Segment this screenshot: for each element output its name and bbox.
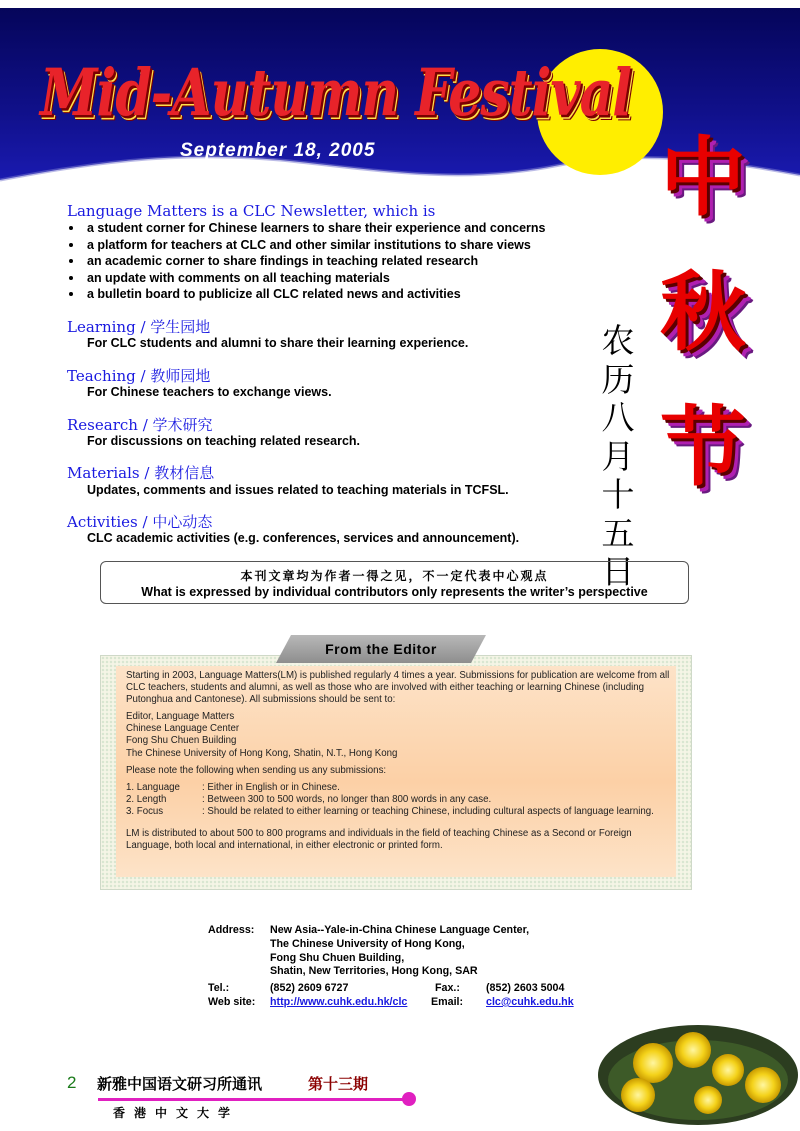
festival-date: September 18, 2005 — [180, 140, 376, 161]
requirement-row — [126, 806, 674, 818]
requirement-key: 3. Focus — [126, 805, 164, 817]
requirement-key: 1. Language — [126, 781, 180, 793]
chrysanthemum-image — [598, 1025, 798, 1125]
intro-heading: Language Matters is a CLC Newsletter, which is — [67, 202, 436, 220]
address-line: Fong Shu Chuen Building, — [270, 951, 405, 964]
section-desc-research: For discussions on teaching related research. — [87, 434, 361, 448]
list-item: an academic corner to share findings in teaching related research — [67, 253, 546, 270]
list-item: an update with comments on all teaching materials — [67, 270, 546, 287]
page-number: 2 — [67, 1073, 77, 1092]
list-item: a platform for teachers at CLC and other similar institutions to share views — [67, 237, 546, 254]
editor-intro: Starting in 2003, Language Matters(LM) is published regularly 4 times a year. Submissions for publication are welcome from all CLC teachers, students and alumni, as well as those who are involved with either teaching or learning Chinese (including Putonghua and Cantonese). All submissions should be sent to: — [126, 670, 670, 706]
email-label: Email: — [431, 995, 464, 1008]
newsletter-name: 新雅中国语文研习所通讯 — [97, 1075, 263, 1093]
web-label: Web site: — [208, 995, 256, 1008]
requirement-value: : Between 300 to 500 words, no longer than 800 words in any case. — [202, 793, 492, 805]
address-line: Shatin, New Territories, Hong Kong, SAR — [270, 965, 478, 978]
requirement-value: : Should be related to either learning or teaching Chinese, including cultural aspects of language learning. — [202, 805, 654, 817]
footer-dot-icon — [402, 1092, 416, 1106]
intro-bullet-list — [67, 220, 546, 303]
requirement-row — [126, 782, 674, 794]
tel-label: Tel.: — [208, 982, 230, 995]
lunar-char: 农 — [601, 321, 635, 360]
requirement-row — [126, 794, 674, 806]
footer-divider — [98, 1098, 403, 1101]
section-desc-materials: Updates, comments and issues related to teaching materials in TCFSL. — [87, 483, 509, 497]
section-desc-teaching: For Chinese teachers to exchange views. — [87, 385, 332, 399]
tel-value: (852) 2609 6727 — [270, 982, 349, 995]
editor-address-line: The Chinese University of Hong Kong, Shatin, N.T., Hong Kong — [126, 747, 398, 759]
section-heading-activities: Activities / 中心动态 — [67, 513, 213, 531]
disclaimer-chinese: 本刊文章均为作者一得之见，不一定代表中心观点 — [240, 569, 549, 583]
festival-title: Mid-Autumn Festival — [40, 55, 632, 132]
requirement-value: : Either in English or in Chinese. — [202, 781, 340, 793]
lunar-char: 日 — [601, 552, 635, 591]
address-line: New Asia--Yale-in-China Chinese Language Center, — [270, 924, 530, 936]
address-label: Address: — [208, 924, 255, 936]
editor-note: Please note the following when sending us any submissions: — [126, 764, 387, 776]
editor-tab-label: From the Editor — [325, 641, 437, 657]
editor-address-line: Chinese Language Center — [126, 723, 240, 735]
lunar-char: 月 — [601, 436, 635, 476]
fax-value: (852) 2603 5004 — [486, 982, 565, 995]
lunar-char: 历 — [601, 359, 635, 399]
big-chinese-jie: 节 — [660, 398, 746, 498]
editor-text — [126, 670, 674, 852]
issue-number: 第十三期 — [308, 1075, 369, 1093]
contact-block — [208, 924, 574, 1010]
lunar-date — [598, 322, 638, 592]
section-heading-materials: Materials / 教材信息 — [67, 464, 215, 482]
editor-distribution: LM is distributed to about 500 to 800 programs and individuals in the field of teaching Chinese as a Second or Foreign Language, both local and international, in either electronic or printed form. — [126, 828, 632, 852]
requirement-key: 2. Length — [126, 793, 167, 805]
editor-address-line: Editor, Language Matters — [126, 711, 235, 723]
university-name: 香港中文大学 — [113, 1106, 240, 1120]
section-desc-activities: CLC academic activities (e.g. conferences, services and announcement). — [87, 531, 520, 545]
lunar-char: 十 — [601, 475, 635, 514]
fax-label: Fax.: — [435, 982, 460, 995]
list-item: a bulletin board to publicize all CLC related news and activities — [67, 286, 546, 303]
list-item: a student corner for Chinese learners to share their experience and concerns — [67, 220, 546, 237]
big-chinese-qiu: 秋 — [660, 263, 746, 363]
disclaimer-english: What is expressed by individual contributors only represents the writer’s perspective — [141, 585, 648, 599]
editor-address-line: Fong Shu Chuen Building — [126, 735, 237, 747]
email-link[interactable]: clc@cuhk.edu.hk — [486, 995, 574, 1008]
section-desc-learning: For CLC students and alumni to share their learning experience. — [87, 336, 469, 350]
website-link[interactable]: http://www.cuhk.edu.hk/clc — [270, 995, 408, 1008]
address-line: The Chinese University of Hong Kong, — [270, 937, 465, 950]
section-heading-research: Research / 学术研究 — [67, 416, 213, 434]
lunar-char: 五 — [601, 513, 635, 553]
section-heading-learning: Learning / 学生园地 — [67, 318, 211, 336]
big-chinese-zhong: 中 — [660, 128, 746, 228]
disclaimer-box — [100, 561, 689, 604]
section-heading-teaching: Teaching / 教师园地 — [67, 367, 211, 385]
lunar-char: 八 — [601, 398, 635, 437]
